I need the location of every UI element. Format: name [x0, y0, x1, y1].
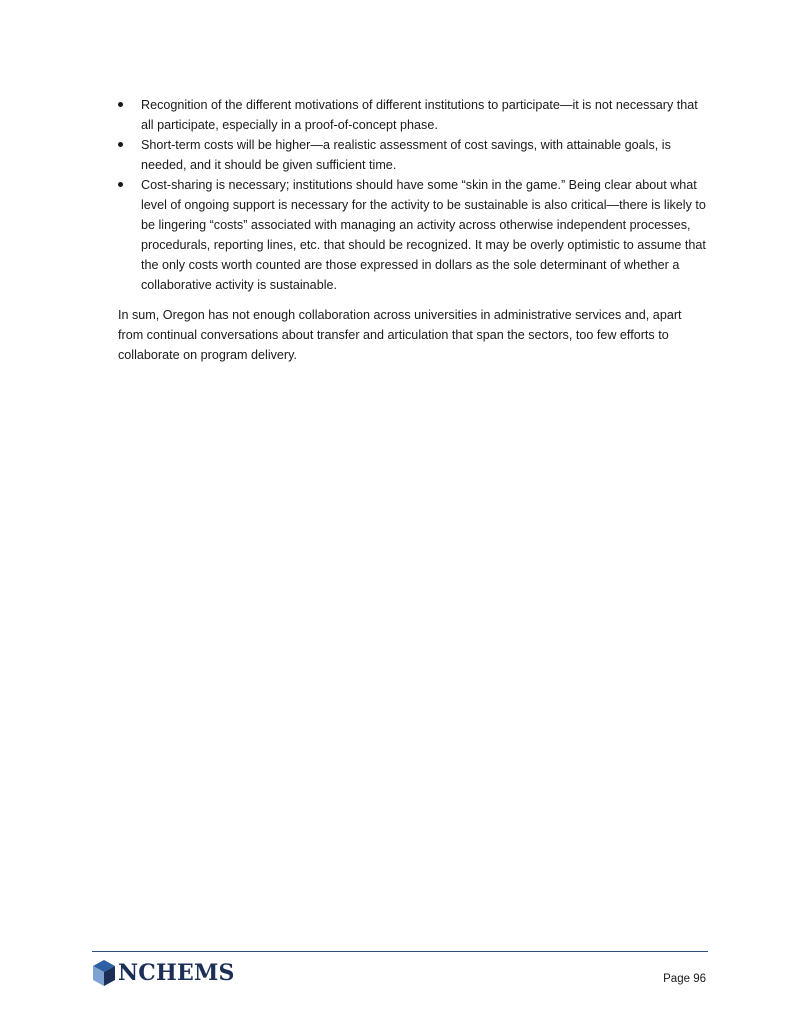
- bullet-icon: [118, 182, 123, 187]
- list-item: [118, 135, 708, 175]
- logo-text: NCHEMS: [118, 960, 235, 986]
- list-item: [118, 175, 708, 295]
- bullet-text: Recognition of the different motivations of different institutions to participate—it is not necessary that all participate, especially in a proof-of-concept phase.: [141, 98, 698, 132]
- footer-divider: [92, 951, 708, 952]
- bullet-text: Short-term costs will be higher—a realistic assessment of cost savings, with attainable goals, is needed, and it should be given sufficient time.: [141, 138, 671, 172]
- bullet-icon: [118, 142, 123, 147]
- bullet-icon: [118, 102, 123, 107]
- cube-icon: [92, 959, 116, 987]
- list-item: [118, 95, 708, 135]
- page-body: [118, 95, 708, 365]
- summary-paragraph: In sum, Oregon has not enough collaboration across universities in administrative services and, apart from continual conversations about transfer and articulation that span the sectors, too few efforts to collaborate on program delivery.: [118, 308, 682, 362]
- page-number: Page 96: [663, 973, 706, 985]
- bullet-text: Cost-sharing is necessary; institutions should have some “skin in the game.” Being clear about what level of ongoing support is necessary for the activity to be sustainable is also critical—there is likely to be lingering “costs” associated with managing an activity across otherwise independent processes, procedurals, reporting lines, etc. that should be recognized. It may be overly optimistic to assume that the only costs worth counted are those expressed in dollars as the sole determinant of whether a collaborative activity is sustainable.: [141, 178, 706, 292]
- bullet-list: [118, 95, 708, 295]
- nchems-logo: [92, 958, 235, 988]
